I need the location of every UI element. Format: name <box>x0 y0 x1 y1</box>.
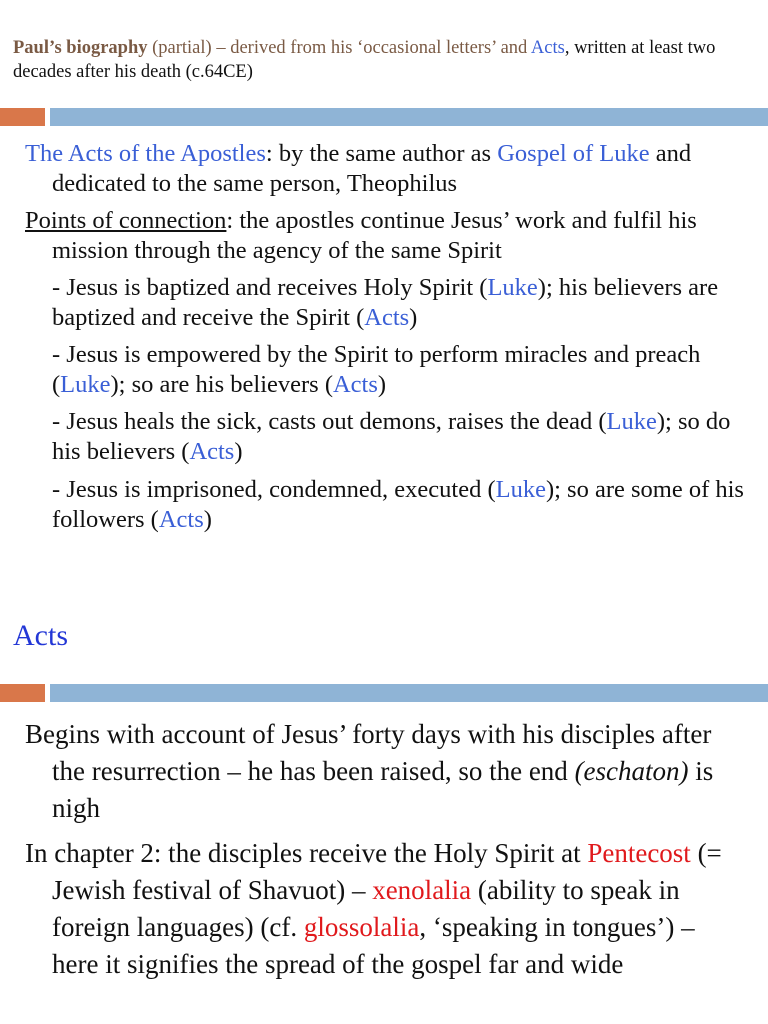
slide-header-caption <box>13 36 758 84</box>
divider-blue-bar <box>50 684 768 702</box>
list-item <box>52 340 752 400</box>
list-item <box>52 407 752 467</box>
item-text: ) <box>234 438 243 465</box>
header-acts-link: Acts <box>530 38 565 58</box>
paragraph-text: : by the same author as <box>265 140 498 167</box>
item-text: ) <box>409 304 418 331</box>
paragraph-text: (= Jewish festival of Shavuot) – <box>52 838 722 905</box>
slide-divider-top <box>0 108 768 126</box>
paragraph-text: and dedicated to the same person, Theophilus <box>52 140 692 197</box>
header-title: Paul’s biography <box>13 38 148 58</box>
eschaton-term: (eschaton) <box>574 756 689 786</box>
item-text: ) <box>203 506 212 533</box>
item-text: ); his believers are baptized and receive the Spirit ( <box>52 274 719 331</box>
header-subtitle: (partial) – derived from his ‘occasional letters’ and <box>147 38 531 58</box>
item-text: - Jesus heals the sick, casts out demons, raises the dead ( <box>52 408 607 435</box>
luke-reference: Luke <box>487 274 538 301</box>
paragraph-text: In chapter 2: the disciples receive the Holy Spirit at <box>25 838 588 868</box>
paragraph-forty-days <box>25 716 745 827</box>
divider-orange-block <box>0 108 45 126</box>
paragraph-text: is nigh <box>52 756 714 823</box>
gospel-of-luke-term: Gospel of Luke <box>497 140 650 167</box>
item-text: - Jesus is imprisoned, condemned, executed ( <box>52 476 496 503</box>
acts-reference: Acts <box>189 438 235 465</box>
divider-blue-bar <box>50 108 768 126</box>
item-text: - Jesus is baptized and receives Holy Spirit ( <box>52 274 488 301</box>
paragraph-pentecost <box>25 835 745 983</box>
list-item <box>52 475 752 535</box>
list-item <box>52 273 752 333</box>
glossolalia-term: glossolalia <box>303 912 420 942</box>
paragraph-text: : the apostles continue Jesus’ work and fulfil his mission through the agency of the same Spirit <box>52 207 697 264</box>
acts-reference: Acts <box>364 304 410 331</box>
header-rest: , written at least two decades after his death (c.64CE) <box>13 38 716 82</box>
acts-reference: Acts <box>332 371 378 398</box>
item-text: ) <box>377 371 387 398</box>
paragraph-text: Begins with account of Jesus’ forty days with his disciples after the resurrection – he has been raised, so the end <box>25 719 712 786</box>
acts-reference: Acts <box>158 506 204 533</box>
item-text: ); so do his believers ( <box>52 408 731 465</box>
paragraph-text: , ‘speaking in tongues’) – here it signifies the spread of the gospel far and wide <box>52 912 695 979</box>
paragraph-same-author <box>25 139 745 199</box>
divider-orange-block <box>0 684 45 702</box>
xenolalia-term: xenolalia <box>372 875 472 905</box>
paragraph-text: (ability to speak in foreign languages) (cf. <box>52 875 680 942</box>
slide-divider-bottom <box>0 684 768 702</box>
item-text: ); so are his believers ( <box>110 371 333 398</box>
item-text: ); so are some of his followers ( <box>52 476 744 533</box>
item-text: - Jesus is empowered by the Spirit to perform miracles and preach ( <box>52 341 701 398</box>
paragraph-points-of-connection <box>25 206 745 266</box>
slide-title-acts: Acts <box>13 619 68 652</box>
luke-reference: Luke <box>606 408 657 435</box>
pentecost-term: Pentecost <box>587 838 691 868</box>
luke-reference: Luke <box>495 476 546 503</box>
points-of-connection-term: Points of connection <box>25 207 227 234</box>
luke-reference: Luke <box>60 371 111 398</box>
acts-of-apostles-term: The Acts of the Apostles <box>25 140 266 167</box>
